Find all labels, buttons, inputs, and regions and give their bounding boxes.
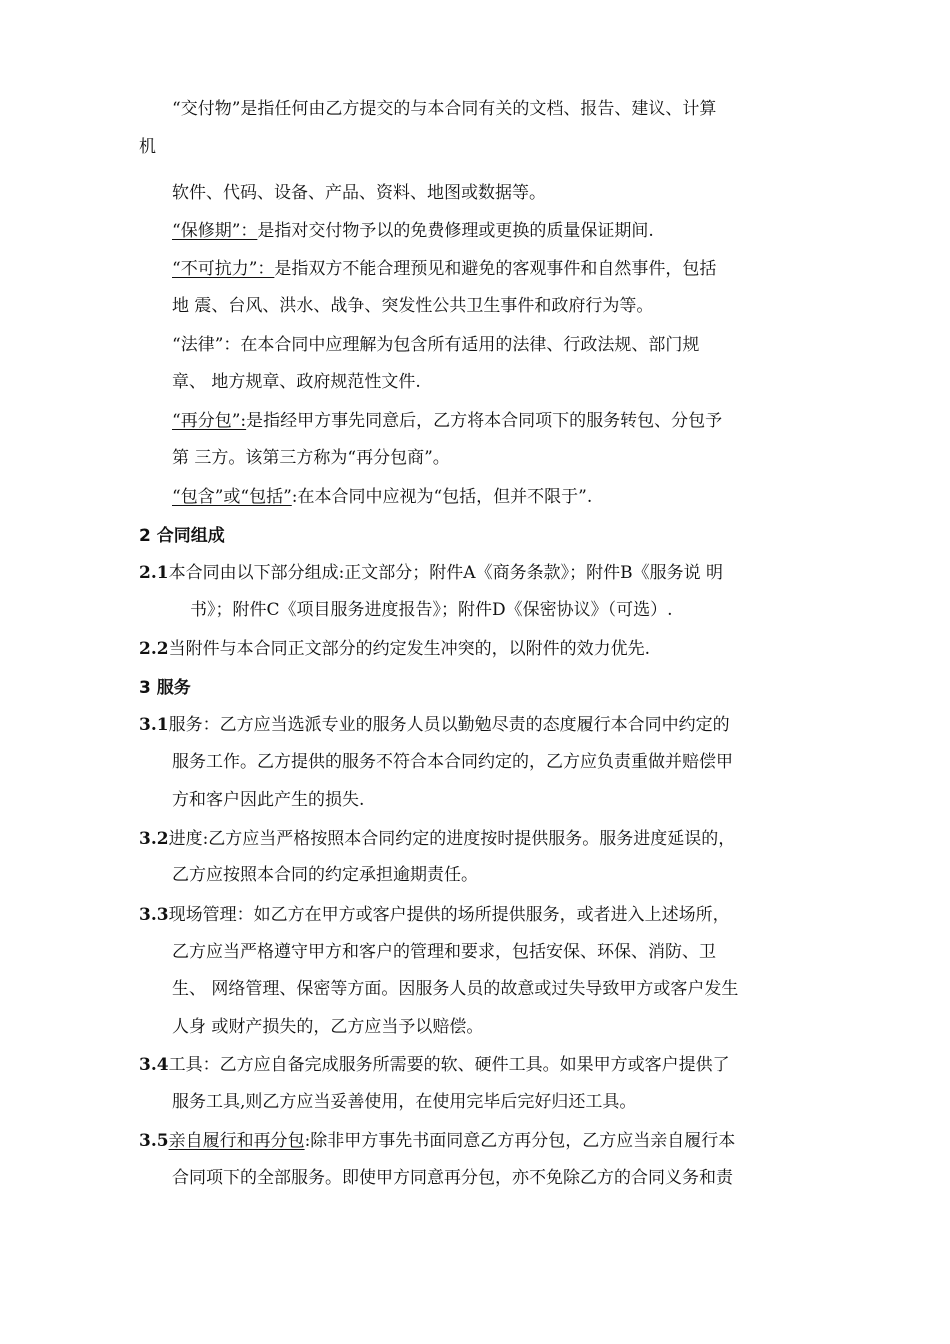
clause-3-3-num: 3.3 — [139, 905, 169, 925]
def-deliverables-line3: 软件、代码、设备、产品、资料、地图或数据等。 — [172, 183, 546, 203]
clause-3-1-text1: 服务：乙方应当选派专业的服务人员以勤勉尽责的态度履行本合同中约定的 — [168, 715, 730, 735]
clause-3-5-line2: 合同项下的全部服务。即使甲方同意再分包，亦不免除乙方的合同义务和责 — [172, 1168, 733, 1188]
def-include-term: “包含”或“包括” — [172, 487, 292, 507]
clause-3-3-text1: 现场管理：如乙方在甲方或客户提供的场所提供服务，或者进入上述场所， — [168, 905, 730, 925]
clause-3-3-line1 — [139, 903, 730, 927]
def-deliverables-line1: “交付物”是指任何由乙方提交的与本合同有关的文档、报告、建议、计算 — [172, 99, 717, 119]
clause-2-2-text1: 当附件与本合同正文部分的约定发生冲突的，以附件的效力优先. — [168, 639, 650, 659]
def-subcontract-term: “再分包”: — [172, 411, 247, 431]
clause-3-4-text1: 工具：乙方应自备完成服务所需要的软、硬件工具。如果甲方或客户提供了 — [168, 1055, 730, 1075]
def-subcontract-line1 — [172, 409, 722, 433]
section-3-heading: 3 服务 — [139, 678, 191, 698]
clause-2-1-line1 — [139, 561, 723, 585]
clause-3-2-line2: 乙方应按照本合同的约定承担逾期责任。 — [172, 865, 478, 885]
section-2-heading: 2 合同组成 — [139, 526, 225, 546]
def-include-text: :在本合同中应视为“包括，但并不限于”. — [291, 487, 593, 507]
clause-3-3-line4: 人身 或财产损失的，乙方应当予以赔偿。 — [172, 1017, 484, 1037]
def-force-majeure-text1: 是指双方不能合理预见和避免的客观事件和自然事件，包括 — [274, 259, 717, 279]
clause-2-2-num: 2.2 — [139, 639, 169, 659]
clause-3-5-line1 — [139, 1129, 735, 1153]
def-force-majeure-term: “不可抗力”： — [172, 259, 275, 279]
clause-2-1-line2: 书》；附件C《项目服务进度报告》；附件D《保密协议》（可选）. — [190, 600, 673, 620]
clause-3-1-line2: 服务工作。乙方提供的服务不符合本合同约定的，乙方应负责重做并赔偿甲 — [172, 752, 733, 772]
clause-3-1-line1 — [139, 713, 730, 737]
def-subcontract-text1: 是指经甲方事先同意后，乙方将本合同项下的服务转包、分包予 — [246, 411, 723, 431]
clause-2-1-num: 2.1 — [139, 563, 169, 583]
clause-3-5-text1: :除非甲方事先书面同意乙方再分包，乙方应当亲自履行本 — [304, 1131, 736, 1151]
clause-3-2-text1: 进度:乙方应当严格按照本合同约定的进度按时提供服务。服务进度延误的， — [168, 829, 736, 849]
def-force-majeure-line1 — [172, 257, 716, 281]
clause-3-3-line2: 乙方应当严格遵守甲方和客户的管理和要求，包括安保、环保、消防、卫 — [172, 942, 716, 962]
def-include — [172, 485, 592, 509]
clause-3-2-line1 — [139, 827, 735, 851]
clause-3-1-line3: 方和客户因此产生的损失. — [172, 790, 365, 810]
clause-3-4-num: 3.4 — [139, 1055, 169, 1075]
def-law-line2: 章、 地方规章、政府规范性文件. — [172, 372, 421, 392]
def-warranty-text: 是指对交付物予以的免费修理或更换的质量保证期间. — [257, 221, 654, 241]
def-warranty — [172, 219, 654, 243]
clause-2-1-text1: 本合同由以下部分组成:正文部分；附件A《商务条款》；附件B《服务说 明 — [168, 563, 723, 583]
clause-3-4-line2: 服务工具,则乙方应当妥善使用，在使用完毕后完好归还工具。 — [172, 1092, 637, 1112]
def-law-line1: “法律”：在本合同中应理解为包含所有适用的法律、行政法规、部门规 — [172, 335, 700, 355]
clause-3-3-line3: 生、 网络管理、保密等方面。因服务人员的故意或过失导致甲方或客户发生 — [172, 979, 739, 999]
def-subcontract-line2: 第 三方。该第三方称为“再分包商”。 — [172, 448, 450, 468]
clause-3-2-num: 3.2 — [139, 829, 169, 849]
clause-3-5-term: 亲自履行和再分包 — [168, 1131, 305, 1151]
def-warranty-term: “保修期”： — [172, 221, 258, 241]
def-deliverables-line2: 机 — [139, 137, 156, 157]
clause-2-2-line1 — [139, 637, 650, 661]
clause-3-1-num: 3.1 — [139, 715, 169, 735]
clause-3-5-num: 3.5 — [139, 1131, 169, 1151]
clause-3-4-line1 — [139, 1053, 730, 1077]
def-force-majeure-line2: 地 震、台风、洪水、战争、突发性公共卫生事件和政府行为等。 — [172, 296, 654, 316]
